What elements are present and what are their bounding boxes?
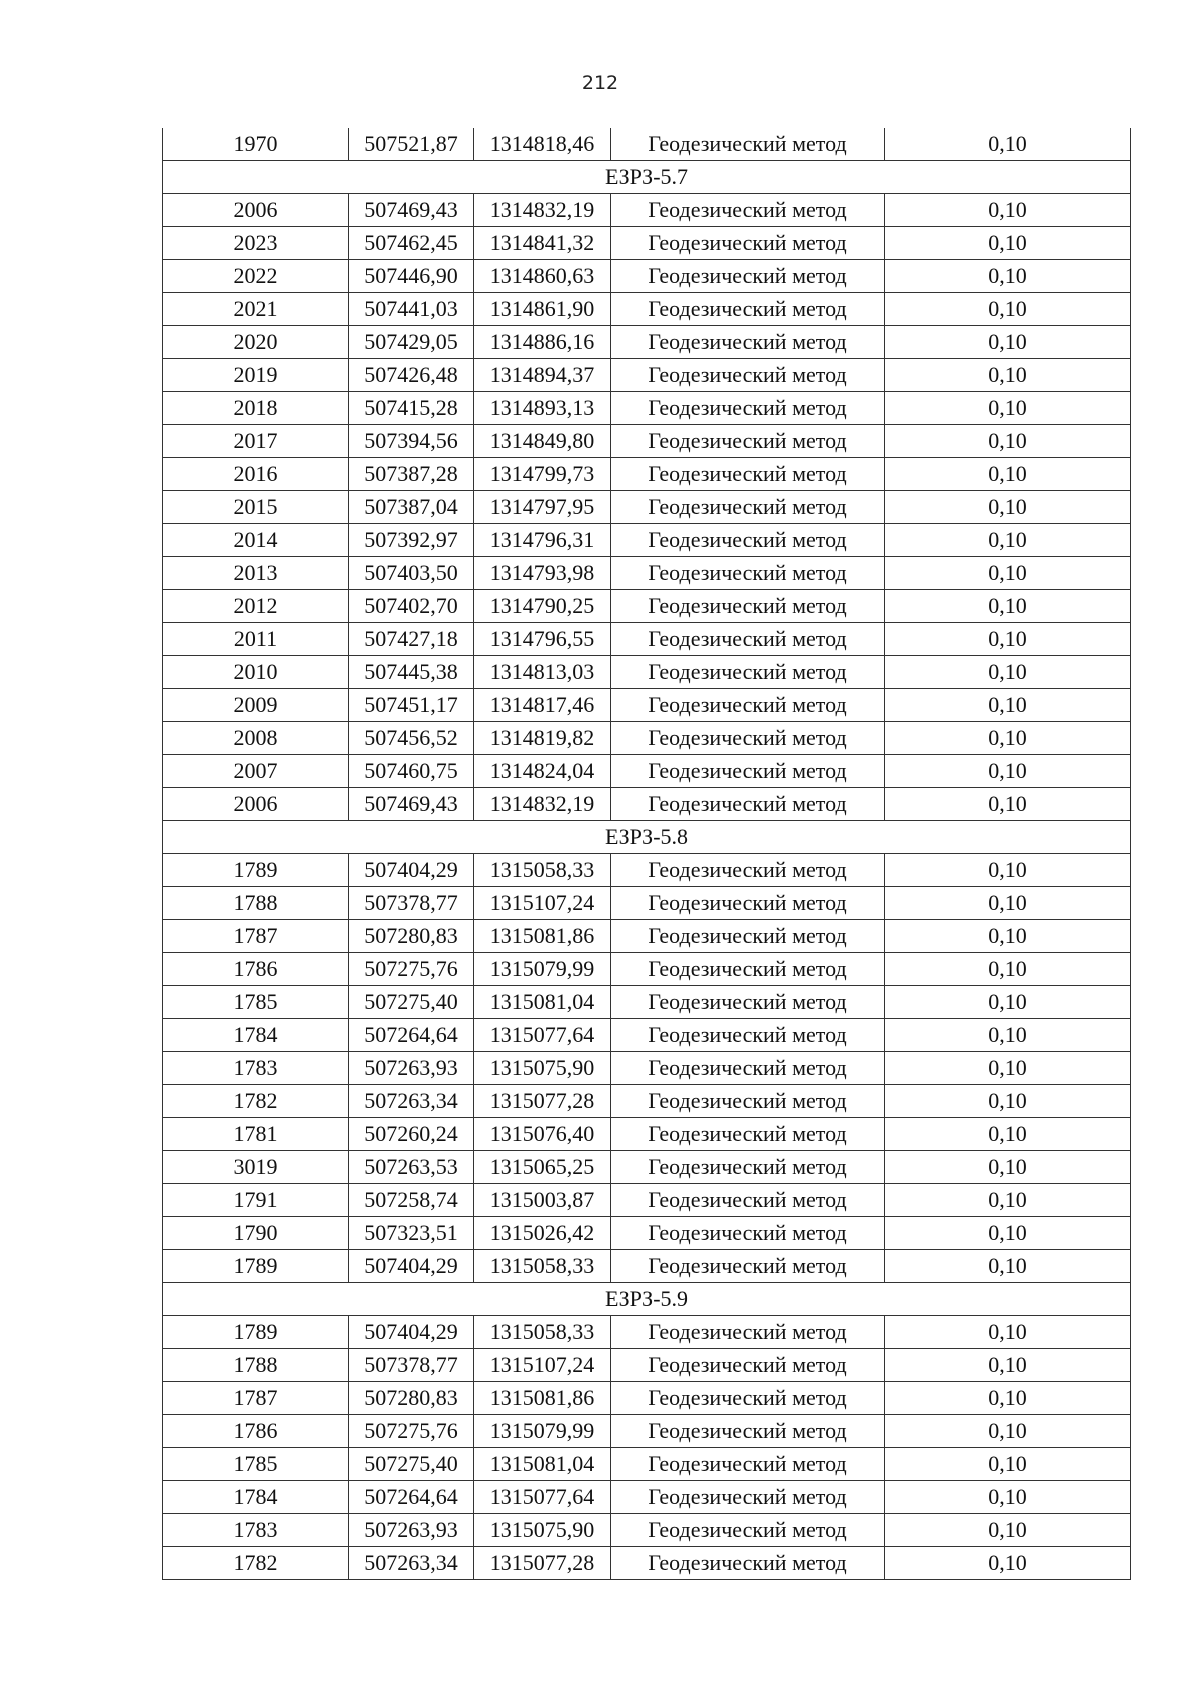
coordinate-x-cell: 507275,76 bbox=[349, 1415, 474, 1448]
point-number-cell: 1970 bbox=[163, 128, 349, 161]
method-cell: Геодезический метод bbox=[611, 722, 885, 755]
coordinate-y-cell: 1315058,33 bbox=[474, 1316, 611, 1349]
table-row bbox=[163, 1514, 1131, 1547]
accuracy-cell: 0,10 bbox=[885, 1052, 1131, 1085]
point-number-cell: 2007 bbox=[163, 755, 349, 788]
coordinate-x-cell: 507451,17 bbox=[349, 689, 474, 722]
accuracy-cell: 0,10 bbox=[885, 359, 1131, 392]
point-number-cell: 2014 bbox=[163, 524, 349, 557]
method-cell: Геодезический метод bbox=[611, 788, 885, 821]
point-number-cell: 1791 bbox=[163, 1184, 349, 1217]
coordinate-y-cell: 1314796,55 bbox=[474, 623, 611, 656]
coordinate-y-cell: 1315107,24 bbox=[474, 887, 611, 920]
point-number-cell: 1788 bbox=[163, 887, 349, 920]
table-row bbox=[163, 227, 1131, 260]
coordinate-x-cell: 507280,83 bbox=[349, 1382, 474, 1415]
coordinate-y-cell: 1315075,90 bbox=[474, 1052, 611, 1085]
coordinate-x-cell: 507427,18 bbox=[349, 623, 474, 656]
coordinates-table bbox=[162, 128, 1131, 1580]
point-number-cell: 1789 bbox=[163, 854, 349, 887]
point-number-cell: 3019 bbox=[163, 1151, 349, 1184]
coordinate-y-cell: 1314793,98 bbox=[474, 557, 611, 590]
table-row bbox=[163, 920, 1131, 953]
table-row bbox=[163, 128, 1131, 161]
method-cell: Геодезический метод bbox=[611, 260, 885, 293]
coordinate-x-cell: 507402,70 bbox=[349, 590, 474, 623]
coordinate-x-cell: 507441,03 bbox=[349, 293, 474, 326]
coordinate-x-cell: 507387,28 bbox=[349, 458, 474, 491]
accuracy-cell: 0,10 bbox=[885, 755, 1131, 788]
table-row bbox=[163, 887, 1131, 920]
coordinate-y-cell: 1314832,19 bbox=[474, 194, 611, 227]
method-cell: Геодезический метод bbox=[611, 1382, 885, 1415]
method-cell: Геодезический метод bbox=[611, 1415, 885, 1448]
coordinate-y-cell: 1314860,63 bbox=[474, 260, 611, 293]
coordinate-x-cell: 507392,97 bbox=[349, 524, 474, 557]
point-number-cell: 2022 bbox=[163, 260, 349, 293]
method-cell: Геодезический метод bbox=[611, 128, 885, 161]
coordinate-x-cell: 507460,75 bbox=[349, 755, 474, 788]
coordinate-y-cell: 1314796,31 bbox=[474, 524, 611, 557]
coordinate-y-cell: 1314797,95 bbox=[474, 491, 611, 524]
point-number-cell: 1784 bbox=[163, 1019, 349, 1052]
accuracy-cell: 0,10 bbox=[885, 953, 1131, 986]
table-row bbox=[163, 359, 1131, 392]
coordinate-y-cell: 1314886,16 bbox=[474, 326, 611, 359]
point-number-cell: 1784 bbox=[163, 1481, 349, 1514]
table-row bbox=[163, 590, 1131, 623]
point-number-cell: 2006 bbox=[163, 788, 349, 821]
page-number: 212 bbox=[581, 72, 619, 94]
coordinate-y-cell: 1314813,03 bbox=[474, 656, 611, 689]
coordinate-y-cell: 1314849,80 bbox=[474, 425, 611, 458]
coordinate-x-cell: 507429,05 bbox=[349, 326, 474, 359]
method-cell: Геодезический метод bbox=[611, 1514, 885, 1547]
coordinate-y-cell: 1315079,99 bbox=[474, 953, 611, 986]
coordinate-x-cell: 507445,38 bbox=[349, 656, 474, 689]
accuracy-cell: 0,10 bbox=[885, 590, 1131, 623]
table-row bbox=[163, 1019, 1131, 1052]
method-cell: Геодезический метод bbox=[611, 1250, 885, 1283]
coordinate-x-cell: 507462,45 bbox=[349, 227, 474, 260]
coordinate-y-cell: 1315081,04 bbox=[474, 1448, 611, 1481]
method-cell: Геодезический метод bbox=[611, 1184, 885, 1217]
coordinate-y-cell: 1315077,28 bbox=[474, 1547, 611, 1580]
point-number-cell: 2013 bbox=[163, 557, 349, 590]
coordinate-y-cell: 1315058,33 bbox=[474, 854, 611, 887]
accuracy-cell: 0,10 bbox=[885, 623, 1131, 656]
coordinate-y-cell: 1315003,87 bbox=[474, 1184, 611, 1217]
table-row bbox=[163, 1085, 1131, 1118]
table-row bbox=[163, 986, 1131, 1019]
table-row bbox=[163, 194, 1131, 227]
section-header-row bbox=[163, 1283, 1131, 1316]
coordinate-y-cell: 1315065,25 bbox=[474, 1151, 611, 1184]
accuracy-cell: 0,10 bbox=[885, 1151, 1131, 1184]
table-row bbox=[163, 425, 1131, 458]
table-row bbox=[163, 524, 1131, 557]
accuracy-cell: 0,10 bbox=[885, 524, 1131, 557]
coordinate-x-cell: 507404,29 bbox=[349, 854, 474, 887]
coordinate-y-cell: 1315026,42 bbox=[474, 1217, 611, 1250]
method-cell: Геодезический метод bbox=[611, 1118, 885, 1151]
table-row bbox=[163, 293, 1131, 326]
accuracy-cell: 0,10 bbox=[885, 194, 1131, 227]
accuracy-cell: 0,10 bbox=[885, 986, 1131, 1019]
coordinate-y-cell: 1315081,86 bbox=[474, 920, 611, 953]
accuracy-cell: 0,10 bbox=[885, 260, 1131, 293]
table-row bbox=[163, 1382, 1131, 1415]
coordinate-x-cell: 507275,40 bbox=[349, 986, 474, 1019]
table-row bbox=[163, 1448, 1131, 1481]
table-row bbox=[163, 1184, 1131, 1217]
coordinate-y-cell: 1315107,24 bbox=[474, 1349, 611, 1382]
accuracy-cell: 0,10 bbox=[885, 1415, 1131, 1448]
point-number-cell: 2016 bbox=[163, 458, 349, 491]
accuracy-cell: 0,10 bbox=[885, 491, 1131, 524]
coordinate-y-cell: 1315077,64 bbox=[474, 1481, 611, 1514]
point-number-cell: 1785 bbox=[163, 986, 349, 1019]
table-row bbox=[163, 326, 1131, 359]
point-number-cell: 1782 bbox=[163, 1547, 349, 1580]
accuracy-cell: 0,10 bbox=[885, 392, 1131, 425]
table-row bbox=[163, 491, 1131, 524]
coordinate-y-cell: 1315058,33 bbox=[474, 1250, 611, 1283]
method-cell: Геодезический метод bbox=[611, 1316, 885, 1349]
coordinate-y-cell: 1314861,90 bbox=[474, 293, 611, 326]
coordinate-y-cell: 1314824,04 bbox=[474, 755, 611, 788]
table-row bbox=[163, 1415, 1131, 1448]
table-row bbox=[163, 722, 1131, 755]
method-cell: Геодезический метод bbox=[611, 854, 885, 887]
coordinate-y-cell: 1315081,86 bbox=[474, 1382, 611, 1415]
accuracy-cell: 0,10 bbox=[885, 1085, 1131, 1118]
method-cell: Геодезический метод bbox=[611, 524, 885, 557]
accuracy-cell: 0,10 bbox=[885, 425, 1131, 458]
method-cell: Геодезический метод bbox=[611, 1448, 885, 1481]
point-number-cell: 2020 bbox=[163, 326, 349, 359]
method-cell: Геодезический метод bbox=[611, 293, 885, 326]
table-row bbox=[163, 1151, 1131, 1184]
coordinate-x-cell: 507263,93 bbox=[349, 1052, 474, 1085]
method-cell: Геодезический метод bbox=[611, 986, 885, 1019]
coordinate-x-cell: 507263,93 bbox=[349, 1514, 474, 1547]
coordinate-y-cell: 1314799,73 bbox=[474, 458, 611, 491]
coordinate-x-cell: 507264,64 bbox=[349, 1481, 474, 1514]
accuracy-cell: 0,10 bbox=[885, 458, 1131, 491]
coordinate-y-cell: 1315079,99 bbox=[474, 1415, 611, 1448]
coordinate-x-cell: 507403,50 bbox=[349, 557, 474, 590]
table-row bbox=[163, 1217, 1131, 1250]
coordinate-y-cell: 1315081,04 bbox=[474, 986, 611, 1019]
table-row bbox=[163, 260, 1131, 293]
point-number-cell: 2023 bbox=[163, 227, 349, 260]
point-number-cell: 2012 bbox=[163, 590, 349, 623]
coordinate-x-cell: 507404,29 bbox=[349, 1250, 474, 1283]
coordinate-x-cell: 507275,76 bbox=[349, 953, 474, 986]
coordinate-y-cell: 1315075,90 bbox=[474, 1514, 611, 1547]
accuracy-cell: 0,10 bbox=[885, 1316, 1131, 1349]
coordinate-x-cell: 507275,40 bbox=[349, 1448, 474, 1481]
point-number-cell: 1788 bbox=[163, 1349, 349, 1382]
point-number-cell: 1782 bbox=[163, 1085, 349, 1118]
point-number-cell: 2018 bbox=[163, 392, 349, 425]
section-title: ЕЗРЗ-5.7 bbox=[163, 161, 1131, 194]
point-number-cell: 1785 bbox=[163, 1448, 349, 1481]
table-row bbox=[163, 953, 1131, 986]
point-number-cell: 2015 bbox=[163, 491, 349, 524]
coordinate-x-cell: 507426,48 bbox=[349, 359, 474, 392]
method-cell: Геодезический метод bbox=[611, 920, 885, 953]
method-cell: Геодезический метод bbox=[611, 656, 885, 689]
accuracy-cell: 0,10 bbox=[885, 920, 1131, 953]
accuracy-cell: 0,10 bbox=[885, 326, 1131, 359]
coordinate-x-cell: 507378,77 bbox=[349, 887, 474, 920]
point-number-cell: 2011 bbox=[163, 623, 349, 656]
method-cell: Геодезический метод bbox=[611, 359, 885, 392]
coordinate-y-cell: 1314818,46 bbox=[474, 128, 611, 161]
point-number-cell: 1783 bbox=[163, 1514, 349, 1547]
point-number-cell: 2019 bbox=[163, 359, 349, 392]
coordinate-x-cell: 507263,34 bbox=[349, 1085, 474, 1118]
coordinate-y-cell: 1314894,37 bbox=[474, 359, 611, 392]
method-cell: Геодезический метод bbox=[611, 227, 885, 260]
accuracy-cell: 0,10 bbox=[885, 854, 1131, 887]
method-cell: Геодезический метод bbox=[611, 1349, 885, 1382]
coordinate-x-cell: 507469,43 bbox=[349, 788, 474, 821]
accuracy-cell: 0,10 bbox=[885, 1481, 1131, 1514]
point-number-cell: 2010 bbox=[163, 656, 349, 689]
coordinates-table-body bbox=[163, 128, 1131, 1580]
table-row bbox=[163, 392, 1131, 425]
accuracy-cell: 0,10 bbox=[885, 1250, 1131, 1283]
method-cell: Геодезический метод bbox=[611, 392, 885, 425]
table-row bbox=[163, 623, 1131, 656]
accuracy-cell: 0,10 bbox=[885, 1382, 1131, 1415]
coordinate-x-cell: 507521,87 bbox=[349, 128, 474, 161]
accuracy-cell: 0,10 bbox=[885, 1217, 1131, 1250]
accuracy-cell: 0,10 bbox=[885, 656, 1131, 689]
method-cell: Геодезический метод bbox=[611, 1019, 885, 1052]
accuracy-cell: 0,10 bbox=[885, 1514, 1131, 1547]
coordinate-x-cell: 507456,52 bbox=[349, 722, 474, 755]
coordinate-x-cell: 507446,90 bbox=[349, 260, 474, 293]
method-cell: Геодезический метод bbox=[611, 623, 885, 656]
point-number-cell: 1786 bbox=[163, 1415, 349, 1448]
method-cell: Геодезический метод bbox=[611, 590, 885, 623]
point-number-cell: 1787 bbox=[163, 1382, 349, 1415]
coordinate-x-cell: 507378,77 bbox=[349, 1349, 474, 1382]
accuracy-cell: 0,10 bbox=[885, 557, 1131, 590]
coordinate-y-cell: 1314893,13 bbox=[474, 392, 611, 425]
accuracy-cell: 0,10 bbox=[885, 722, 1131, 755]
method-cell: Геодезический метод bbox=[611, 557, 885, 590]
point-number-cell: 1789 bbox=[163, 1250, 349, 1283]
point-number-cell: 1790 bbox=[163, 1217, 349, 1250]
coordinate-x-cell: 507394,56 bbox=[349, 425, 474, 458]
coordinate-y-cell: 1315077,64 bbox=[474, 1019, 611, 1052]
section-title: ЕЗРЗ-5.8 bbox=[163, 821, 1131, 854]
point-number-cell: 1786 bbox=[163, 953, 349, 986]
coordinate-y-cell: 1314841,32 bbox=[474, 227, 611, 260]
method-cell: Геодезический метод bbox=[611, 953, 885, 986]
accuracy-cell: 0,10 bbox=[885, 1547, 1131, 1580]
table-row bbox=[163, 557, 1131, 590]
coordinate-x-cell: 507258,74 bbox=[349, 1184, 474, 1217]
method-cell: Геодезический метод bbox=[611, 326, 885, 359]
coordinate-y-cell: 1314832,19 bbox=[474, 788, 611, 821]
coordinate-x-cell: 507323,51 bbox=[349, 1217, 474, 1250]
point-number-cell: 2008 bbox=[163, 722, 349, 755]
method-cell: Геодезический метод bbox=[611, 1052, 885, 1085]
accuracy-cell: 0,10 bbox=[885, 887, 1131, 920]
table-row bbox=[163, 689, 1131, 722]
coordinate-x-cell: 507263,34 bbox=[349, 1547, 474, 1580]
method-cell: Геодезический метод bbox=[611, 1151, 885, 1184]
accuracy-cell: 0,10 bbox=[885, 293, 1131, 326]
section-header-row bbox=[163, 161, 1131, 194]
method-cell: Геодезический метод bbox=[611, 689, 885, 722]
point-number-cell: 1781 bbox=[163, 1118, 349, 1151]
table-row bbox=[163, 1349, 1131, 1382]
point-number-cell: 2009 bbox=[163, 689, 349, 722]
coordinate-x-cell: 507264,64 bbox=[349, 1019, 474, 1052]
table-row bbox=[163, 458, 1131, 491]
section-header-row bbox=[163, 821, 1131, 854]
coordinate-x-cell: 507387,04 bbox=[349, 491, 474, 524]
accuracy-cell: 0,10 bbox=[885, 788, 1131, 821]
accuracy-cell: 0,10 bbox=[885, 689, 1131, 722]
table-row bbox=[163, 1481, 1131, 1514]
coordinate-x-cell: 507263,53 bbox=[349, 1151, 474, 1184]
coordinate-x-cell: 507280,83 bbox=[349, 920, 474, 953]
coordinate-x-cell: 507260,24 bbox=[349, 1118, 474, 1151]
coordinate-y-cell: 1314817,46 bbox=[474, 689, 611, 722]
coordinate-x-cell: 507404,29 bbox=[349, 1316, 474, 1349]
point-number-cell: 1783 bbox=[163, 1052, 349, 1085]
accuracy-cell: 0,10 bbox=[885, 128, 1131, 161]
method-cell: Геодезический метод bbox=[611, 491, 885, 524]
point-number-cell: 2017 bbox=[163, 425, 349, 458]
method-cell: Геодезический метод bbox=[611, 1217, 885, 1250]
coordinate-y-cell: 1315076,40 bbox=[474, 1118, 611, 1151]
method-cell: Геодезический метод bbox=[611, 1481, 885, 1514]
method-cell: Геодезический метод bbox=[611, 458, 885, 491]
method-cell: Геодезический метод bbox=[611, 1085, 885, 1118]
point-number-cell: 2006 bbox=[163, 194, 349, 227]
table-row bbox=[163, 1250, 1131, 1283]
table-row bbox=[163, 755, 1131, 788]
table-row bbox=[163, 1118, 1131, 1151]
table-row bbox=[163, 788, 1131, 821]
coordinate-y-cell: 1314790,25 bbox=[474, 590, 611, 623]
accuracy-cell: 0,10 bbox=[885, 1448, 1131, 1481]
method-cell: Геодезический метод bbox=[611, 887, 885, 920]
table-row bbox=[163, 1316, 1131, 1349]
coordinate-x-cell: 507469,43 bbox=[349, 194, 474, 227]
table-row bbox=[163, 1547, 1131, 1580]
point-number-cell: 2021 bbox=[163, 293, 349, 326]
table-row bbox=[163, 656, 1131, 689]
accuracy-cell: 0,10 bbox=[885, 1349, 1131, 1382]
method-cell: Геодезический метод bbox=[611, 755, 885, 788]
coordinate-x-cell: 507415,28 bbox=[349, 392, 474, 425]
coordinate-y-cell: 1314819,82 bbox=[474, 722, 611, 755]
point-number-cell: 1787 bbox=[163, 920, 349, 953]
accuracy-cell: 0,10 bbox=[885, 227, 1131, 260]
table-row bbox=[163, 854, 1131, 887]
coordinate-y-cell: 1315077,28 bbox=[474, 1085, 611, 1118]
table-row bbox=[163, 1052, 1131, 1085]
accuracy-cell: 0,10 bbox=[885, 1184, 1131, 1217]
method-cell: Геодезический метод bbox=[611, 194, 885, 227]
section-title: ЕЗРЗ-5.9 bbox=[163, 1283, 1131, 1316]
accuracy-cell: 0,10 bbox=[885, 1118, 1131, 1151]
accuracy-cell: 0,10 bbox=[885, 1019, 1131, 1052]
method-cell: Геодезический метод bbox=[611, 425, 885, 458]
point-number-cell: 1789 bbox=[163, 1316, 349, 1349]
method-cell: Геодезический метод bbox=[611, 1547, 885, 1580]
